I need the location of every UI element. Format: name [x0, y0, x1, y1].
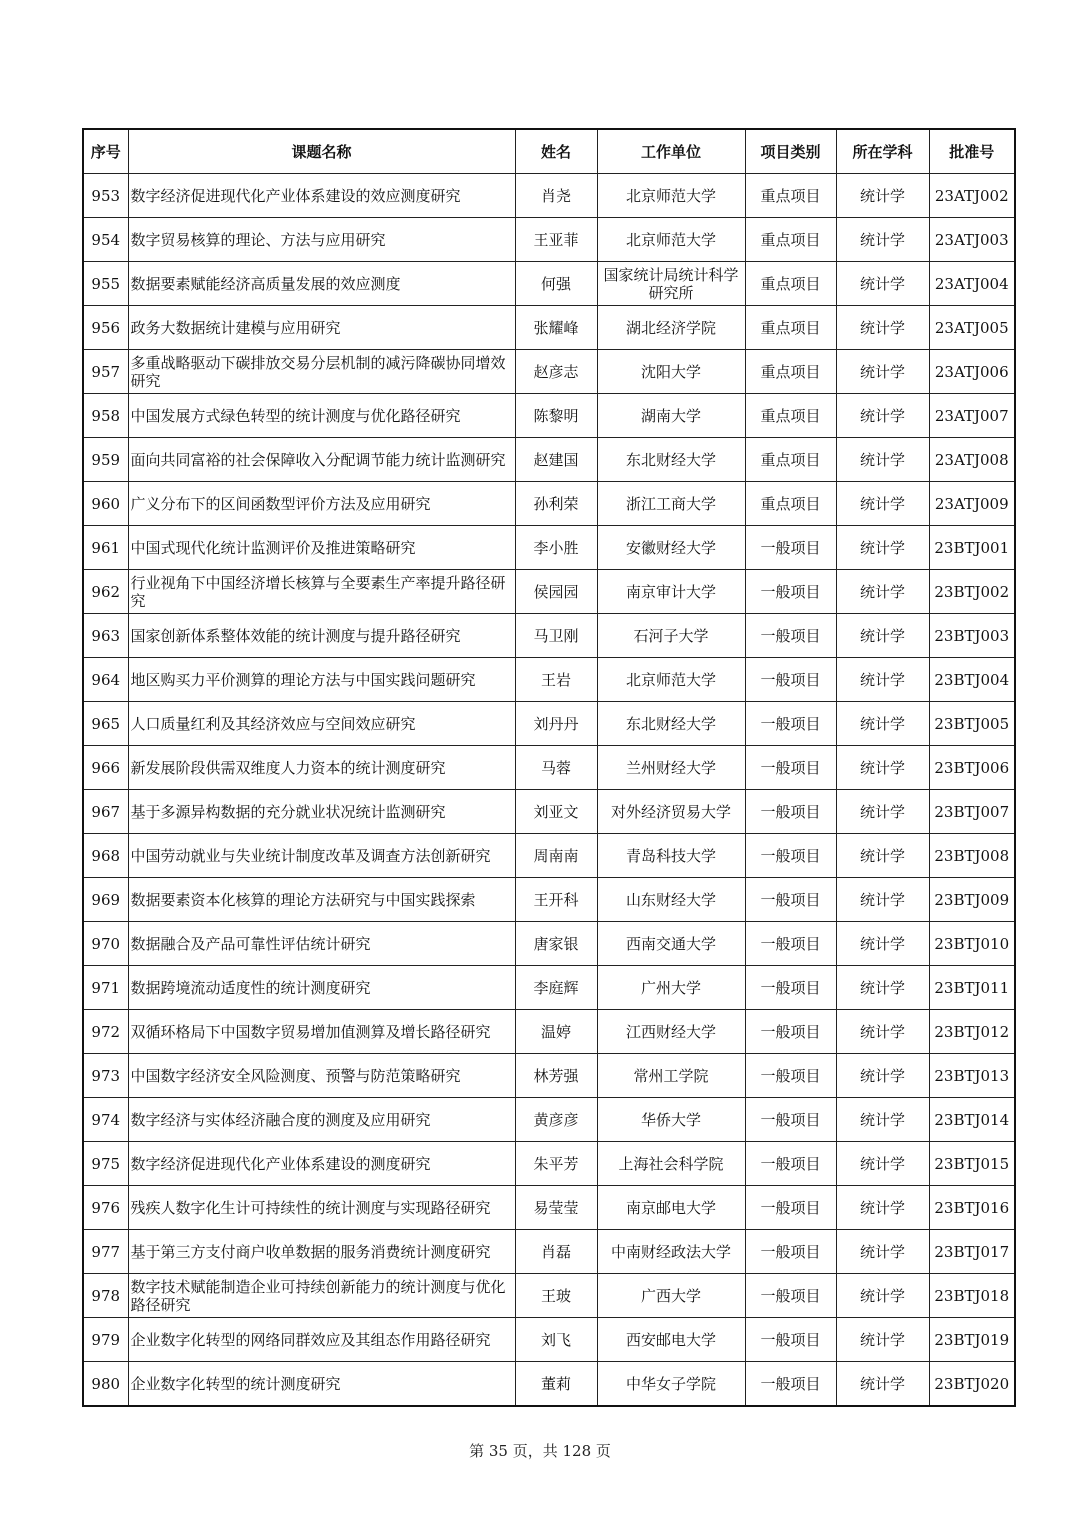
cell-name: 马蓉 [515, 746, 597, 790]
cell-index: 974 [83, 1098, 128, 1142]
cell-name: 刘丹丹 [515, 702, 597, 746]
cell-approval-number: 23BTJ014 [929, 1098, 1015, 1142]
cell-index: 980 [83, 1362, 128, 1407]
cell-category: 重点项目 [745, 262, 836, 306]
page-footer: 第 35 页，共 128 页 [469, 1442, 611, 1460]
cell-discipline: 统计学 [836, 350, 929, 394]
cell-discipline: 统计学 [836, 438, 929, 482]
header-name: 姓名 [515, 129, 597, 174]
header-category: 项目类别 [745, 129, 836, 174]
cell-index: 953 [83, 174, 128, 218]
cell-index: 965 [83, 702, 128, 746]
cell-index: 958 [83, 394, 128, 438]
table-row [83, 1098, 1015, 1142]
project-list-table [82, 128, 1016, 1407]
cell-discipline: 统计学 [836, 658, 929, 702]
cell-title: 中国式现代化统计监测评价及推进策略研究 [128, 526, 515, 570]
cell-discipline: 统计学 [836, 1054, 929, 1098]
cell-category: 重点项目 [745, 218, 836, 262]
table-row [83, 1274, 1015, 1318]
cell-name: 陈黎明 [515, 394, 597, 438]
cell-name: 李小胜 [515, 526, 597, 570]
cell-index: 970 [83, 922, 128, 966]
cell-title: 残疾人数字化生计可持续性的统计测度与实现路径研究 [128, 1186, 515, 1230]
cell-category: 一般项目 [745, 1274, 836, 1318]
cell-title: 基于多源异构数据的充分就业状况统计监测研究 [128, 790, 515, 834]
cell-approval-number: 23BTJ010 [929, 922, 1015, 966]
cell-name: 侯园园 [515, 570, 597, 614]
table-row [83, 1054, 1015, 1098]
cell-name: 温婷 [515, 1010, 597, 1054]
cell-name: 林芳强 [515, 1054, 597, 1098]
cell-index: 957 [83, 350, 128, 394]
cell-title: 数字技术赋能制造企业可持续创新能力的统计测度与优化路径研究 [128, 1274, 515, 1318]
cell-discipline: 统计学 [836, 746, 929, 790]
table-row [83, 306, 1015, 350]
cell-discipline: 统计学 [836, 834, 929, 878]
cell-index: 979 [83, 1318, 128, 1362]
cell-category: 一般项目 [745, 790, 836, 834]
cell-index: 976 [83, 1186, 128, 1230]
cell-index: 972 [83, 1010, 128, 1054]
cell-unit: 南京审计大学 [597, 570, 745, 614]
cell-unit: 浙江工商大学 [597, 482, 745, 526]
cell-approval-number: 23BTJ011 [929, 966, 1015, 1010]
cell-name: 赵彦志 [515, 350, 597, 394]
cell-category: 一般项目 [745, 1142, 836, 1186]
cell-title: 数字贸易核算的理论、方法与应用研究 [128, 218, 515, 262]
cell-discipline: 统计学 [836, 1142, 929, 1186]
table-row [83, 790, 1015, 834]
header-approval-number: 批准号 [929, 129, 1015, 174]
cell-index: 969 [83, 878, 128, 922]
cell-category: 一般项目 [745, 1362, 836, 1407]
table-row [83, 174, 1015, 218]
cell-index: 971 [83, 966, 128, 1010]
cell-title: 企业数字化转型的网络同群效应及其组态作用路径研究 [128, 1318, 515, 1362]
cell-index: 973 [83, 1054, 128, 1098]
cell-name: 张耀峰 [515, 306, 597, 350]
table-row [83, 658, 1015, 702]
header-unit: 工作单位 [597, 129, 745, 174]
cell-approval-number: 23ATJ009 [929, 482, 1015, 526]
cell-title: 双循环格局下中国数字贸易增加值测算及增长路径研究 [128, 1010, 515, 1054]
table-row [83, 1230, 1015, 1274]
cell-unit: 北京师范大学 [597, 174, 745, 218]
cell-index: 968 [83, 834, 128, 878]
cell-approval-number: 23BTJ020 [929, 1362, 1015, 1407]
table-row [83, 1318, 1015, 1362]
cell-category: 一般项目 [745, 1098, 836, 1142]
cell-category: 一般项目 [745, 702, 836, 746]
cell-approval-number: 23BTJ009 [929, 878, 1015, 922]
cell-approval-number: 23ATJ008 [929, 438, 1015, 482]
cell-approval-number: 23BTJ013 [929, 1054, 1015, 1098]
cell-title: 行业视角下中国经济增长核算与全要素生产率提升路径研究 [128, 570, 515, 614]
cell-approval-number: 23BTJ001 [929, 526, 1015, 570]
cell-category: 一般项目 [745, 966, 836, 1010]
cell-discipline: 统计学 [836, 790, 929, 834]
cell-approval-number: 23ATJ004 [929, 262, 1015, 306]
cell-name: 易莹莹 [515, 1186, 597, 1230]
cell-approval-number: 23ATJ003 [929, 218, 1015, 262]
cell-title: 数据融合及产品可靠性评估统计研究 [128, 922, 515, 966]
cell-category: 一般项目 [745, 658, 836, 702]
cell-title: 数据要素资本化核算的理论方法研究与中国实践探索 [128, 878, 515, 922]
table-row [83, 526, 1015, 570]
cell-discipline: 统计学 [836, 218, 929, 262]
cell-name: 唐家银 [515, 922, 597, 966]
cell-unit: 沈阳大学 [597, 350, 745, 394]
cell-unit: 兰州财经大学 [597, 746, 745, 790]
header-title: 课题名称 [128, 129, 515, 174]
cell-approval-number: 23BTJ002 [929, 570, 1015, 614]
cell-title: 中国发展方式绿色转型的统计测度与优化路径研究 [128, 394, 515, 438]
cell-unit: 西安邮电大学 [597, 1318, 745, 1362]
cell-approval-number: 23BTJ006 [929, 746, 1015, 790]
cell-unit: 东北财经大学 [597, 702, 745, 746]
cell-index: 977 [83, 1230, 128, 1274]
cell-name: 何强 [515, 262, 597, 306]
cell-approval-number: 23BTJ017 [929, 1230, 1015, 1274]
cell-unit: 上海社会科学院 [597, 1142, 745, 1186]
cell-category: 一般项目 [745, 1186, 836, 1230]
cell-title: 人口质量红利及其经济效应与空间效应研究 [128, 702, 515, 746]
cell-unit: 常州工学院 [597, 1054, 745, 1098]
table-row [83, 482, 1015, 526]
cell-unit: 湖北经济学院 [597, 306, 745, 350]
cell-name: 朱平芳 [515, 1142, 597, 1186]
table-row [83, 218, 1015, 262]
cell-index: 963 [83, 614, 128, 658]
cell-name: 孙利荣 [515, 482, 597, 526]
cell-name: 肖磊 [515, 1230, 597, 1274]
cell-name: 刘飞 [515, 1318, 597, 1362]
cell-discipline: 统计学 [836, 1186, 929, 1230]
cell-title: 广义分布下的区间函数型评价方法及应用研究 [128, 482, 515, 526]
cell-discipline: 统计学 [836, 526, 929, 570]
cell-title: 国家创新体系整体效能的统计测度与提升路径研究 [128, 614, 515, 658]
cell-approval-number: 23BTJ004 [929, 658, 1015, 702]
cell-category: 一般项目 [745, 614, 836, 658]
cell-approval-number: 23BTJ003 [929, 614, 1015, 658]
table-row [83, 966, 1015, 1010]
cell-approval-number: 23BTJ005 [929, 702, 1015, 746]
cell-approval-number: 23ATJ007 [929, 394, 1015, 438]
cell-discipline: 统计学 [836, 922, 929, 966]
cell-unit: 青岛科技大学 [597, 834, 745, 878]
cell-unit: 国家统计局统计科学研究所 [597, 262, 745, 306]
cell-category: 重点项目 [745, 306, 836, 350]
cell-name: 周南南 [515, 834, 597, 878]
cell-discipline: 统计学 [836, 1274, 929, 1318]
cell-discipline: 统计学 [836, 306, 929, 350]
cell-name: 李庭辉 [515, 966, 597, 1010]
cell-unit: 北京师范大学 [597, 658, 745, 702]
cell-title: 中国数字经济安全风险测度、预警与防范策略研究 [128, 1054, 515, 1098]
cell-category: 一般项目 [745, 746, 836, 790]
cell-index: 978 [83, 1274, 128, 1318]
cell-discipline: 统计学 [836, 878, 929, 922]
cell-title: 基于第三方支付商户收单数据的服务消费统计测度研究 [128, 1230, 515, 1274]
cell-title: 政务大数据统计建模与应用研究 [128, 306, 515, 350]
cell-category: 一般项目 [745, 526, 836, 570]
table-row [83, 1010, 1015, 1054]
cell-category: 一般项目 [745, 1318, 836, 1362]
cell-title: 多重战略驱动下碳排放交易分层机制的减污降碳协同增效研究 [128, 350, 515, 394]
cell-discipline: 统计学 [836, 1098, 929, 1142]
cell-unit: 对外经济贸易大学 [597, 790, 745, 834]
cell-title: 数字经济与实体经济融合度的测度及应用研究 [128, 1098, 515, 1142]
cell-unit: 江西财经大学 [597, 1010, 745, 1054]
table-row [83, 1362, 1015, 1407]
cell-name: 董莉 [515, 1362, 597, 1407]
cell-approval-number: 23ATJ005 [929, 306, 1015, 350]
cell-category: 一般项目 [745, 570, 836, 614]
table-row [83, 570, 1015, 614]
cell-discipline: 统计学 [836, 1318, 929, 1362]
cell-index: 966 [83, 746, 128, 790]
cell-discipline: 统计学 [836, 262, 929, 306]
cell-discipline: 统计学 [836, 614, 929, 658]
cell-unit: 南京邮电大学 [597, 1186, 745, 1230]
table-row [83, 1142, 1015, 1186]
table-row [83, 350, 1015, 394]
cell-category: 一般项目 [745, 922, 836, 966]
table-row [83, 702, 1015, 746]
cell-category: 一般项目 [745, 834, 836, 878]
cell-approval-number: 23BTJ016 [929, 1186, 1015, 1230]
cell-discipline: 统计学 [836, 394, 929, 438]
cell-title: 地区购买力平价测算的理论方法与中国实践问题研究 [128, 658, 515, 702]
table-row [83, 878, 1015, 922]
cell-name: 王玻 [515, 1274, 597, 1318]
cell-name: 马卫刚 [515, 614, 597, 658]
cell-category: 重点项目 [745, 350, 836, 394]
cell-index: 962 [83, 570, 128, 614]
cell-title: 数据要素赋能经济高质量发展的效应测度 [128, 262, 515, 306]
table-row [83, 922, 1015, 966]
cell-category: 一般项目 [745, 1054, 836, 1098]
cell-approval-number: 23ATJ002 [929, 174, 1015, 218]
cell-title: 数据跨境流动适度性的统计测度研究 [128, 966, 515, 1010]
cell-category: 一般项目 [745, 878, 836, 922]
table-row [83, 1186, 1015, 1230]
cell-name: 王岩 [515, 658, 597, 702]
cell-unit: 广州大学 [597, 966, 745, 1010]
cell-index: 961 [83, 526, 128, 570]
cell-approval-number: 23BTJ018 [929, 1274, 1015, 1318]
cell-index: 954 [83, 218, 128, 262]
cell-approval-number: 23BTJ012 [929, 1010, 1015, 1054]
cell-discipline: 统计学 [836, 966, 929, 1010]
cell-unit: 西南交通大学 [597, 922, 745, 966]
cell-unit: 安徽财经大学 [597, 526, 745, 570]
cell-unit: 东北财经大学 [597, 438, 745, 482]
cell-approval-number: 23ATJ006 [929, 350, 1015, 394]
cell-index: 955 [83, 262, 128, 306]
cell-name: 黄彦彦 [515, 1098, 597, 1142]
cell-index: 967 [83, 790, 128, 834]
cell-approval-number: 23BTJ019 [929, 1318, 1015, 1362]
cell-unit: 广西大学 [597, 1274, 745, 1318]
table-row [83, 394, 1015, 438]
cell-title: 企业数字化转型的统计测度研究 [128, 1362, 515, 1407]
cell-category: 一般项目 [745, 1010, 836, 1054]
cell-category: 重点项目 [745, 394, 836, 438]
cell-unit: 石河子大学 [597, 614, 745, 658]
table-header-row [83, 129, 1015, 174]
cell-title: 面向共同富裕的社会保障收入分配调节能力统计监测研究 [128, 438, 515, 482]
cell-unit: 湖南大学 [597, 394, 745, 438]
cell-unit: 山东财经大学 [597, 878, 745, 922]
cell-unit: 北京师范大学 [597, 218, 745, 262]
cell-index: 959 [83, 438, 128, 482]
cell-discipline: 统计学 [836, 1230, 929, 1274]
cell-category: 一般项目 [745, 1230, 836, 1274]
table-row [83, 438, 1015, 482]
header-index: 序号 [83, 129, 128, 174]
cell-approval-number: 23BTJ007 [929, 790, 1015, 834]
table-row [83, 262, 1015, 306]
cell-title: 数字经济促进现代化产业体系建设的效应测度研究 [128, 174, 515, 218]
cell-name: 肖尧 [515, 174, 597, 218]
cell-unit: 中南财经政法大学 [597, 1230, 745, 1274]
cell-name: 王开科 [515, 878, 597, 922]
cell-discipline: 统计学 [836, 482, 929, 526]
cell-unit: 华侨大学 [597, 1098, 745, 1142]
cell-discipline: 统计学 [836, 174, 929, 218]
cell-category: 重点项目 [745, 174, 836, 218]
cell-discipline: 统计学 [836, 1362, 929, 1407]
cell-title: 中国劳动就业与失业统计制度改革及调查方法创新研究 [128, 834, 515, 878]
table-row [83, 614, 1015, 658]
cell-index: 964 [83, 658, 128, 702]
header-discipline: 所在学科 [836, 129, 929, 174]
cell-index: 956 [83, 306, 128, 350]
table-row [83, 834, 1015, 878]
cell-discipline: 统计学 [836, 570, 929, 614]
cell-title: 数字经济促进现代化产业体系建设的测度研究 [128, 1142, 515, 1186]
cell-index: 960 [83, 482, 128, 526]
cell-approval-number: 23BTJ008 [929, 834, 1015, 878]
cell-name: 赵建国 [515, 438, 597, 482]
cell-category: 重点项目 [745, 438, 836, 482]
table-row [83, 746, 1015, 790]
cell-discipline: 统计学 [836, 702, 929, 746]
cell-unit: 中华女子学院 [597, 1362, 745, 1407]
cell-discipline: 统计学 [836, 1010, 929, 1054]
cell-name: 王亚菲 [515, 218, 597, 262]
cell-title: 新发展阶段供需双维度人力资本的统计测度研究 [128, 746, 515, 790]
cell-approval-number: 23BTJ015 [929, 1142, 1015, 1186]
cell-category: 重点项目 [745, 482, 836, 526]
cell-name: 刘亚文 [515, 790, 597, 834]
cell-index: 975 [83, 1142, 128, 1186]
